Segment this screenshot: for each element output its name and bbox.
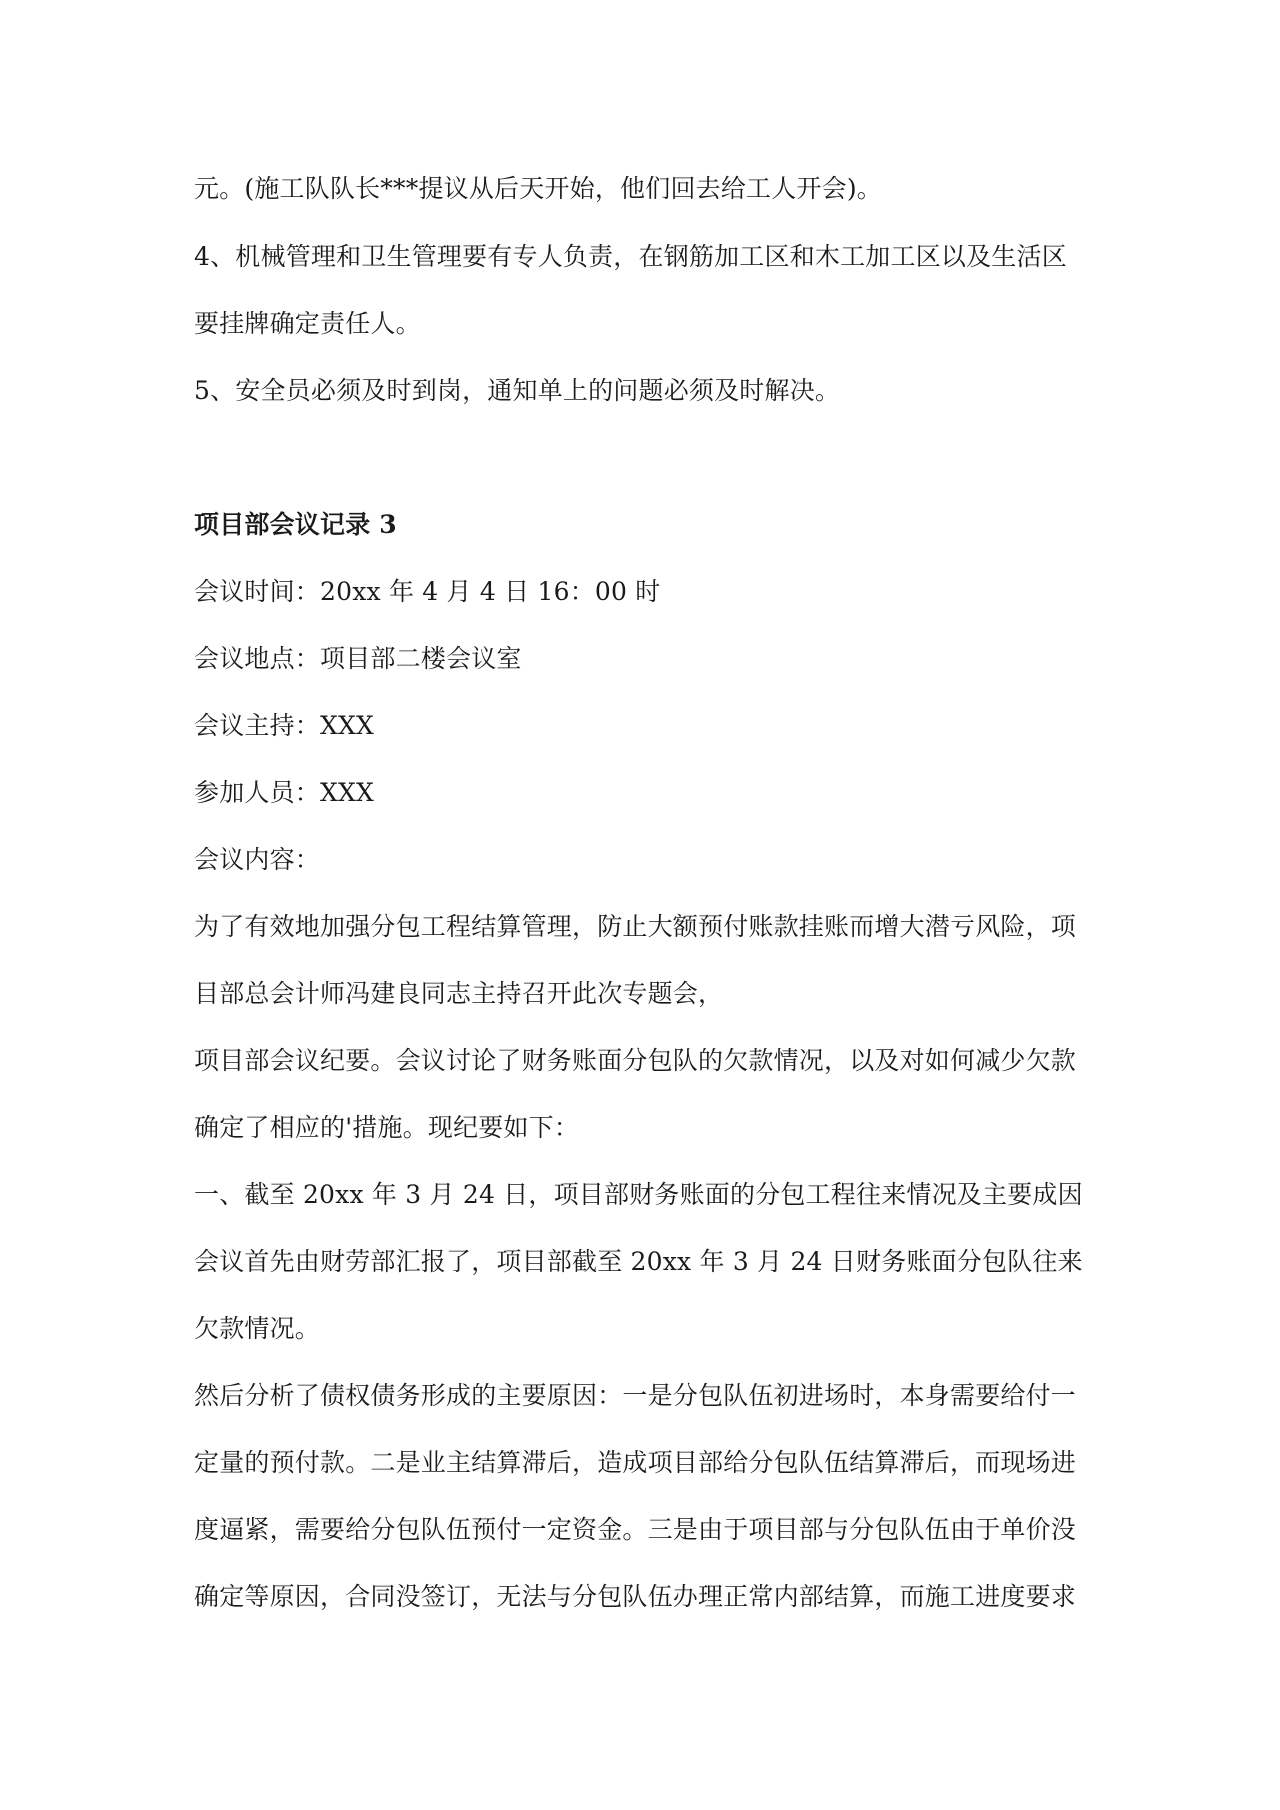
text-line: 一、截至 20xx 年 3 月 24 日，项目部财务账面的分包工程往来情况及主要成因 [194,1180,1083,1209]
text-line: 欠款情况。 [194,1314,321,1343]
text-line: 为了有效地加强分包工程结算管理，防止大额预付账款挂账而增大潜亏风险，项 [194,912,1077,941]
meeting-time: 会议时间：20xx 年 4 月 4 日 16：00 时 [194,577,661,606]
text-line: 项目部会议纪要。会议讨论了财务账面分包队的欠款情况，以及对如何减少欠款 [194,1046,1077,1075]
text-line: 确定了相应的'措施。现纪要如下： [194,1113,580,1142]
text-line: 会议首先由财劳部汇报了，项目部截至 20xx 年 3 月 24 日财务账面分包队往来 [194,1247,1083,1276]
meeting-attendees: 参加人员：XXX [194,778,374,807]
meeting-content-label: 会议内容： [194,845,321,874]
text-line: 目部总会计师冯建良同志主持召开此次专题会， [194,979,724,1008]
list-item-4: 4、机械管理和卫生管理要有专人负责，在钢筋加工区和木工加工区以及生活区 [194,242,1067,271]
meeting-host: 会议主持：XXX [194,711,374,740]
text-line: 元。(施工队队长***提议从后天开始，他们回去给工人开会)。 [194,174,883,203]
text-line: 要挂牌确定责任人。 [194,309,421,338]
meeting-location: 会议地点：项目部二楼会议室 [194,644,522,673]
text-line: 确定等原因，合同没签订，无法与分包队伍办理正常内部结算，而施工进度要求 [194,1582,1077,1611]
section-title: 项目部会议记录 3 [194,510,397,539]
text-line: 然后分析了债权债务形成的主要原因：一是分包队伍初进场时，本身需要给付一 [194,1381,1077,1410]
list-item-5: 5、安全员必须及时到岗，通知单上的问题必须及时解决。 [194,376,841,405]
text-line: 定量的预付款。二是业主结算滞后，造成项目部给分包队伍结算滞后，而现场进 [194,1448,1077,1477]
text-line: 度逼紧，需要给分包队伍预付一定资金。三是由于项目部与分包队伍由于单价没 [194,1515,1077,1544]
